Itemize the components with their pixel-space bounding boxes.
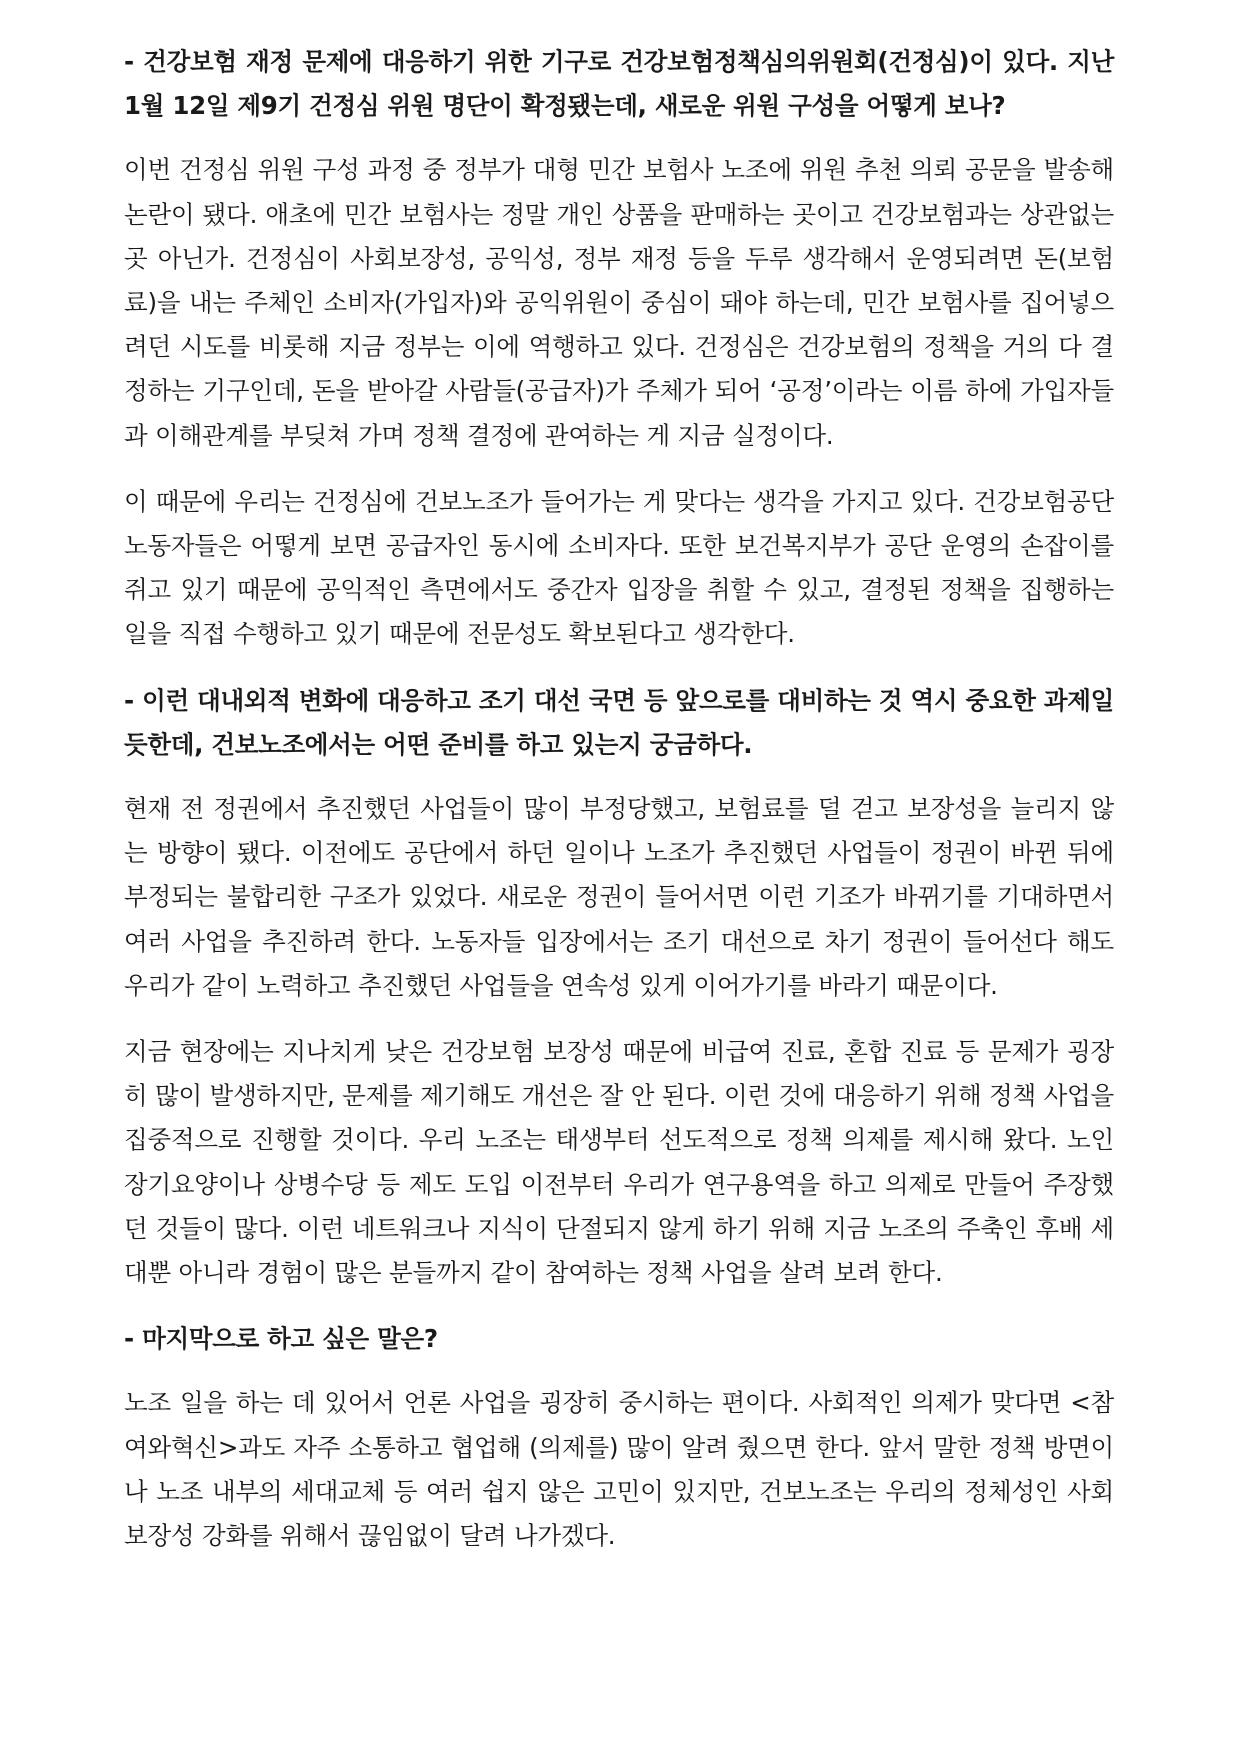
interview-question-3: - 마지막으로 하고 싶은 말은? — [124, 1324, 438, 1354]
interview-answer-2a: 현재 전 정권에서 추진했던 사업들이 많이 부정당했고, 보험료를 덜 걷고 보장성을 늘리지 않는 방향이 됐다. 이전에도 공단에서 하던 일이나 노조가 추진했던 사업들이 정권이 바뀐 뒤에 부정되는 불합리한 구조가 있었다. 새로운 정권이 들어서면 이런 기조가 바뀌기를 기대하면서 여러 사업을 추진하려 한다. 노동자들 입장에서는 조기 대선으로 차기 정권이 들어선다 해도 우리가 같이 노력하고 추진했던 사업들을 연속성 있게 이어가기를 바라기 때문이다. — [124, 794, 1114, 1000]
interview-document — [124, 40, 1114, 1580]
interview-question-1: - 건강보험 재정 문제에 대응하기 위한 기구로 건강보험정책심의위원회(건정심)이 있다. 지난 1월 12일 제9기 건정심 위원 명단이 확정됐는데, 새로운 위원 구성을 어떻게 보나? — [124, 47, 1114, 121]
interview-answer-2b: 지금 현장에는 지나치게 낮은 건강보험 보장성 때문에 비급여 진료, 혼합 진료 등 문제가 굉장히 많이 발생하지만, 문제를 제기해도 개선은 잘 안 된다. 이런 것에 대응하기 위해 정책 사업을 집중적으로 진행할 것이다. 우리 노조는 태생부터 선도적으로 정책 의제를 제시해 왔다. 노인장기요양이나 상병수당 등 제도 도입 이전부터 우리가 연구용역을 하고 의제로 만들어 주장했던 것들이 많다. 이런 네트워크나 지식이 단절되지 않게 하기 위해 지금 노조의 주축인 후배 세대뿐 아니라 경험이 많은 분들까지 같이 참여하는 정책 사업을 살려 보려 한다. — [124, 1037, 1114, 1288]
interview-answer-3: 노조 일을 하는 데 있어서 언론 사업을 굉장히 중시하는 편이다. 사회적인 의제가 맞다면 <참여와혁신>과도 자주 소통하고 협업해 (의제를) 많이 알려 줬으면 한다. 앞서 말한 정책 방면이나 노조 내부의 세대교체 등 여러 쉽지 않은 고민이 있지만, 건보노조는 우리의 정체성인 사회 보장성 강화를 위해서 끊임없이 달려 나가겠다. — [124, 1388, 1114, 1551]
interview-answer-1a: 이번 건정심 위원 구성 과정 중 정부가 대형 민간 보험사 노조에 위원 추천 의뢰 공문을 발송해 논란이 됐다. 애초에 민간 보험사는 정말 개인 상품을 판매하는 곳이고 건강보험과는 상관없는 곳 아닌가. 건정심이 사회보장성, 공익성, 정부 재정 등을 두루 생각해서 운영되려면 돈(보험료)을 내는 주체인 소비자(가입자)와 공익위원이 중심이 돼야 하는데, 민간 보험사를 집어넣으려던 시도를 비롯해 지금 정부는 이에 역행하고 있다. 건정심은 건강보험의 정책을 거의 다 결정하는 기구인데, 돈을 받아갈 사람들(공급자)가 주체가 되어 ‘공정’이라는 이름 하에 가입자들과 이해관계를 부딪쳐 가며 정책 결정에 관여하는 게 지금 실정이다. — [124, 155, 1114, 450]
interview-question-2: - 이런 대내외적 변화에 대응하고 조기 대선 국면 등 앞으로를 대비하는 것 역시 중요한 과제일 듯한데, 건보노조에서는 어떤 준비를 하고 있는지 궁금하다. — [124, 685, 1114, 759]
interview-answer-1b: 이 때문에 우리는 건정심에 건보노조가 들어가는 게 맞다는 생각을 가지고 있다. 건강보험공단 노동자들은 어떻게 보면 공급자인 동시에 소비자다. 또한 보건복지부가 공단 운영의 손잡이를 쥐고 있기 때문에 공익적인 측면에서도 중간자 입장을 취할 수 있고, 결정된 정책을 집행하는 일을 직접 수행하고 있기 때문에 전문성도 확보된다고 생각한다. — [124, 486, 1114, 649]
